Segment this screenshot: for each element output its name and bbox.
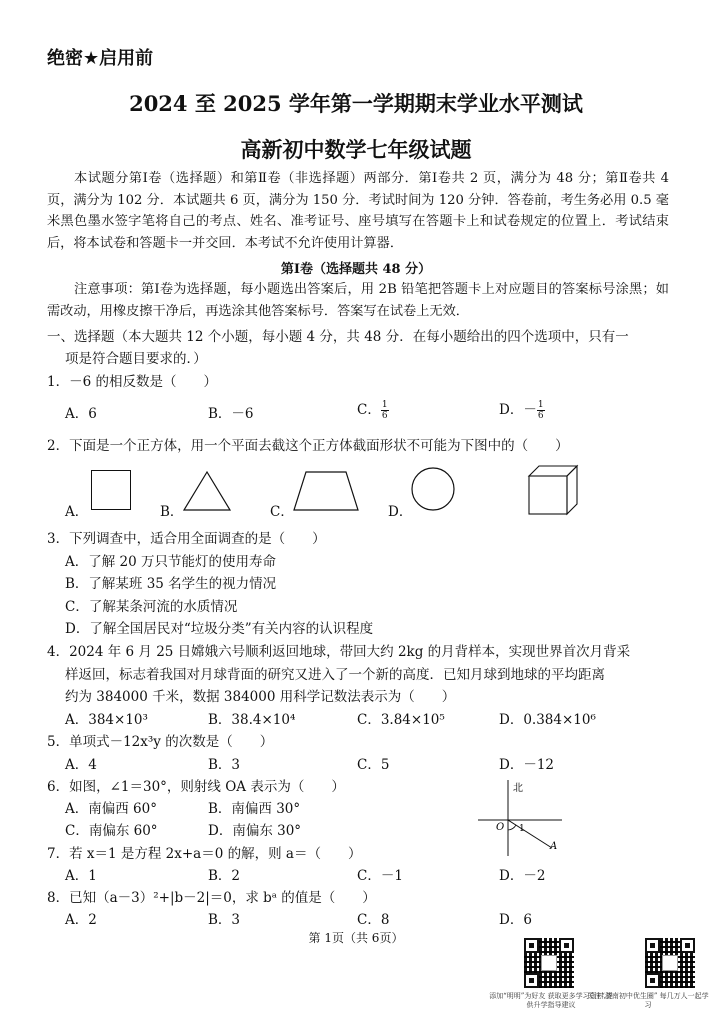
page-number: 第 1页（共 6页）: [308, 931, 404, 945]
square-shape: [91, 470, 131, 510]
q3-option-a: A．了解 20 万只节能灯的使用寿命: [65, 554, 277, 570]
q1-option-a: A．6: [65, 406, 97, 422]
q7-option-c: C．－1: [357, 868, 403, 884]
q2-option-b: B．: [160, 504, 184, 520]
q7-stem: 7．若 x＝1 是方程 2x+a＝0 的解，则 a＝（ ）: [47, 846, 362, 862]
q2-option-c: C．: [270, 504, 294, 520]
q6-option-d: D．南偏东 30°: [208, 823, 302, 839]
q4-stem-line3: 约为 384000 千米，数据 384000 用科学记数法表示为（ ）: [65, 689, 456, 705]
q7-option-d: D．－2: [499, 868, 546, 884]
q2-option-d: D．: [388, 504, 413, 520]
q6-option-b: B．南偏西 30°: [208, 801, 301, 817]
q4-option-a: A．384×10³: [65, 712, 148, 728]
qr-caption-2: 关注“济南初中优生圈” 每几万人一起学习: [587, 992, 709, 1009]
q5-option-b: B．3: [208, 757, 241, 773]
q8-stem: 8．已知（a－3）²+|b－2|＝0，求 bᵃ 的值是（ ）: [47, 890, 376, 906]
q4-option-d: D．0.384×10⁶: [499, 712, 596, 728]
q7-option-a: A．1: [65, 868, 97, 884]
ray-a-label: A: [550, 841, 558, 852]
q8-option-a: A．2: [65, 912, 97, 928]
qr-caption-1: 添加“明明”为好友 获取更多学习资料,提供升学指导建议: [489, 992, 613, 1009]
exam-subtitle: 高新初中数学七年级试题: [240, 137, 472, 162]
q1-option-c: C． $\frac{1}{6}$: [357, 400, 388, 421]
qr-code-icon: [524, 938, 574, 988]
north-label: 北: [513, 783, 523, 794]
q1-option-d: D．－ $\frac{1}{6}$: [499, 400, 544, 421]
q6-option-c: C．南偏东 60°: [65, 823, 158, 839]
q3-option-b: B．了解某班 35 名学生的视力情况: [65, 576, 277, 592]
q5-stem: 5．单项式－12x³y 的次数是（ ）: [47, 734, 274, 750]
q6-option-a: A．南偏西 60°: [65, 801, 157, 817]
q8-option-c: C．8: [357, 912, 390, 928]
q7-option-b: B．2: [208, 868, 241, 884]
trapezoid-shape: [292, 470, 360, 512]
q3-stem: 3．下列调查中，适合用全面调查的是（ ）: [47, 531, 326, 547]
q4-option-b: B．38.4×10⁴: [208, 712, 296, 728]
secret-label: 绝密★启用前: [47, 48, 154, 69]
q6-stem: 6．如图，∠1＝30°，则射线 OA 表示为（ ）: [47, 779, 345, 795]
q5-option-d: D．－12: [499, 757, 555, 773]
triangle-shape: [182, 470, 232, 512]
q8-option-b: B．3: [208, 912, 241, 928]
q5-option-a: A．4: [65, 757, 97, 773]
q1-c-fraction: $\frac{1}{6}$: [381, 400, 388, 421]
q3-option-c: C．了解某条河流的水质情况: [65, 599, 238, 615]
exam-title: 2024 至 2025 学年第一学期期末学业水平测试: [129, 91, 583, 116]
q1-d-fraction: $\frac{1}{6}$: [537, 400, 544, 421]
notice-paragraph: 注意事项：第Ⅰ卷为选择题，每小题选出答案后，用 2B 铅笔把答题卡上对应题目的答案标号涂黑；如需改动，用橡皮擦干净后，再选涂其他答案标号．答案写在试卷上无效．: [47, 282, 669, 319]
q1-stem: 1．－6 的相反数是（ ）: [47, 374, 217, 390]
q2-stem: 2．下面是一个正方体，用一个平面去截这个正方体截面形状不可能为下图中的（ ）: [47, 438, 569, 454]
q4-option-c: C．3.84×10⁵: [357, 712, 445, 728]
section-title: 第Ⅰ卷（选择题共 48 分）: [280, 262, 432, 277]
angle-label: 1: [519, 824, 525, 834]
cube-figure: [527, 464, 579, 516]
part1-heading-cont: 项是符合题目要求的．）: [65, 351, 207, 367]
q1-option-b: B．－6: [208, 406, 254, 422]
origin-label: O: [496, 822, 505, 833]
q3-option-d: D．了解全国居民对“垃圾分类”有关内容的认识程度: [65, 621, 374, 637]
part1-heading: 一、选择题（本大题共 12 个小题，每小题 4 分，共 48 分．在每小题给出的四个选项中，只有一: [47, 329, 629, 345]
q4-stem-line1: 4．2024 年 6 月 25 日嫦娥六号顺利返回地球，带回大约 2kg 的月背样本，实现世界首次月背采: [47, 644, 631, 660]
q5-option-c: C．5: [357, 757, 390, 773]
q2-option-a: A．: [65, 504, 89, 520]
circle-shape: [410, 466, 456, 512]
qr-code-icon-2: [645, 938, 695, 988]
q8-option-d: D．6: [499, 912, 532, 928]
direction-figure: [470, 778, 570, 858]
intro-paragraph: 本试题分第Ⅰ卷（选择题）和第Ⅱ卷（非选择题）两部分．第Ⅰ卷共 2 页，满分为 48 分；第Ⅱ卷共 4 页，满分为 102 分．本试题共 6 页，满分为 150 分．考试时间为 120 分钟．答卷前，考生务必用 0.5 毫米黑色墨水签字笔将自己的考点、姓名、准考证号、座号填写在答题卡上和试卷规定的位置上．考试结束后，将本试卷和答题卡一并交回．本考试不允许使用计算器．: [47, 171, 669, 251]
q4-stem-line2: 样返回，标志着我国对月球背面的研究又进入了一个新的高度．已知月球到地球的平均距离: [65, 667, 605, 683]
